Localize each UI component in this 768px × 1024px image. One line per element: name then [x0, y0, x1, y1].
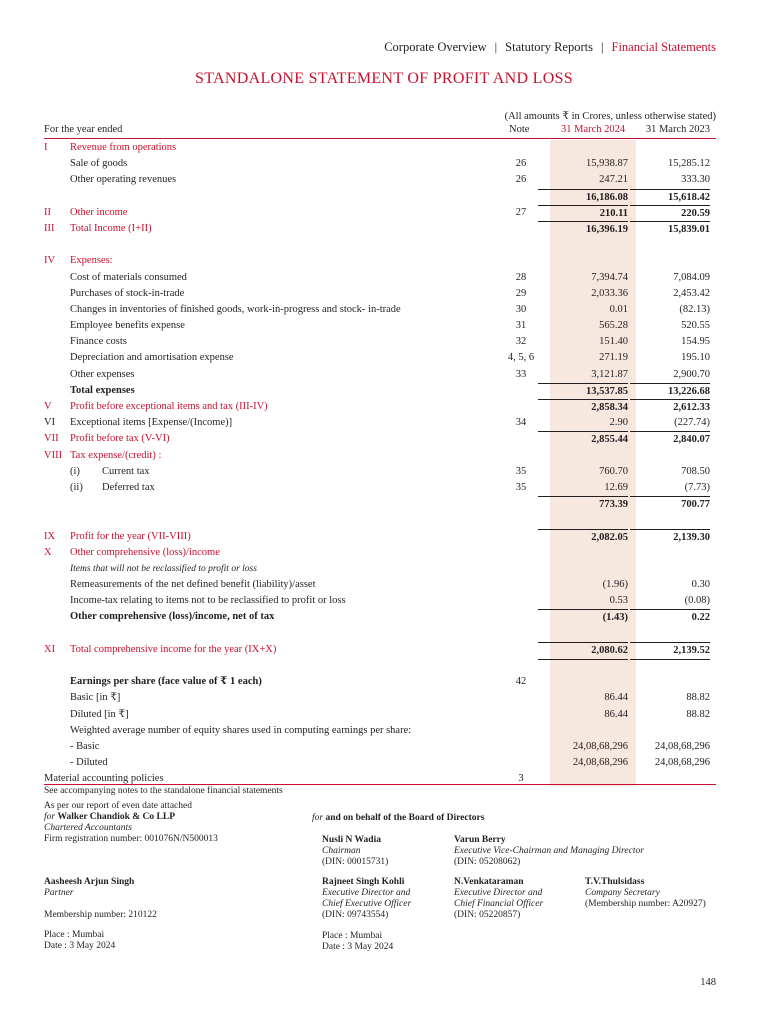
row-label: Employee benefits expense [70, 320, 185, 332]
row-label: Purchases of stock-in-trade [70, 287, 185, 299]
row-label: Deferred tax [102, 481, 155, 493]
signatory-2 [454, 835, 644, 868]
value-fy24: 0.53 [609, 595, 628, 607]
value-fy23: 88.82 [686, 708, 710, 720]
statement-table [44, 140, 716, 788]
row-label: Depreciation and amortisation expense [70, 352, 234, 364]
value-fy24: 271.19 [599, 352, 628, 364]
value-fy23: 13,226.68 [630, 383, 710, 400]
column-header-note: Note [509, 124, 530, 135]
auditor-firm-type: Chartered Accountants [44, 823, 132, 833]
signatory-name: N.Venkataraman [454, 877, 524, 887]
statement-row [44, 529, 716, 545]
auditor-for: for [44, 812, 56, 822]
value-fy24: 13,537.85 [538, 383, 628, 400]
value-fy23: 24,08,68,296 [654, 757, 710, 769]
statement-row [44, 561, 716, 577]
value-fy23: 708.50 [681, 465, 710, 477]
statement-row [44, 480, 716, 496]
value-fy23: 88.82 [686, 692, 710, 704]
page-number: 148 [700, 977, 716, 988]
statement-row [44, 302, 716, 318]
statement-row [44, 690, 716, 706]
value-fy23: 2,612.33 [630, 399, 710, 416]
row-label: Finance costs [70, 336, 127, 348]
row-number: III [44, 222, 55, 234]
auditor-place: Place : Mumbai [44, 930, 105, 940]
row-label: Other comprehensive (loss)/income, net of tax [70, 611, 275, 623]
value-fy24: 0.01 [609, 303, 628, 315]
row-label: Remeasurements of the net defined benefit (liability)/asset [70, 579, 316, 591]
row-label: Weighted average number of equity shares used in computing earnings per share: [70, 724, 412, 736]
row-label: Total comprehensive income for the year (IX+X) [70, 643, 277, 655]
row-note: 28 [515, 271, 527, 283]
value-fy24: 15,938.87 [586, 158, 628, 170]
row-label: Profit for the year (VII-VIII) [70, 530, 191, 542]
statement-row [44, 739, 716, 755]
row-label: Expenses: [70, 255, 113, 267]
statement-row [44, 367, 716, 383]
nav-separator: | [494, 40, 498, 54]
value-fy23: 15,285.12 [668, 158, 710, 170]
signatory-4 [454, 877, 543, 921]
statement-row [44, 156, 716, 172]
signatory-role: Executive Vice-Chairman and Managing Director [454, 846, 644, 856]
amounts-note: (All amounts ₹ in Crores, unless otherwise stated) [504, 111, 716, 122]
value-fy23: (82.13) [679, 303, 710, 315]
value-fy23: 700.77 [630, 496, 710, 513]
statement-row [44, 189, 716, 205]
statement-row [44, 286, 716, 302]
row-label: Other operating revenues [70, 174, 177, 186]
value-fy23: 7,084.09 [673, 271, 710, 283]
row-label: Earnings per share (face value of ₹ 1 each) [70, 676, 262, 688]
spacer-row [44, 658, 716, 674]
row-label: Profit before tax (V-VI) [70, 433, 170, 445]
row-number: I [44, 142, 48, 153]
statement-row [44, 448, 716, 464]
value-fy23: 195.10 [681, 352, 710, 364]
row-label: Total Income (I+II) [70, 222, 152, 234]
signatory-role: Chairman [322, 846, 361, 856]
statement-row [44, 545, 716, 561]
row-number: VII [44, 433, 59, 445]
row-note: 27 [515, 206, 527, 218]
statement-row [44, 350, 716, 366]
value-fy24: 2,082.05 [538, 529, 628, 546]
value-fy24: 2.90 [609, 417, 628, 429]
value-fy24: 773.39 [538, 496, 628, 513]
row-label: Changes in inventories of finished goods, work-in-progress and stock- in-trade [70, 303, 401, 315]
row-note: 26 [515, 174, 527, 186]
statement-row [44, 318, 716, 334]
board-for: for [312, 813, 324, 823]
statement-row [44, 496, 716, 512]
signatory-3 [322, 877, 411, 921]
row-note: 42 [515, 676, 527, 688]
statement-row [44, 270, 716, 286]
row-label: Sale of goods [70, 158, 128, 170]
row-label: Total expenses [70, 384, 135, 396]
row-number: IV [44, 255, 56, 267]
statement-row [44, 674, 716, 690]
value-fy24: 86.44 [604, 708, 628, 720]
spacer-row [44, 512, 716, 528]
row-number: VI [44, 417, 56, 429]
row-number: IX [44, 530, 56, 542]
value-fy24: 86.44 [604, 692, 628, 704]
value-fy24: 7,394.74 [591, 271, 628, 283]
signatory-role: Executive Director and [454, 888, 543, 898]
report-line: As per our report of even date attached [44, 801, 192, 811]
value-fy24: 16,396.19 [538, 221, 628, 238]
row-label: Current tax [102, 465, 150, 477]
value-fy24: 12.69 [604, 481, 628, 493]
row-note: 31 [515, 320, 527, 332]
row-note: 35 [515, 465, 527, 477]
row-label: Other income [70, 206, 128, 218]
row-number: II [44, 206, 51, 218]
spacer-row [44, 626, 716, 642]
row-note: 35 [515, 481, 527, 493]
signatory-role-2: Chief Financial Officer [454, 899, 544, 909]
nav-separator: | [600, 40, 604, 54]
board-place: Place : Mumbai [322, 931, 383, 941]
auditor-firm-line [44, 812, 218, 823]
row-sub-number: (i) [70, 465, 80, 477]
value-fy23: 220.59 [630, 205, 710, 222]
row-label: Items that will not be reclassified to profit or loss [70, 563, 257, 574]
see-notes-line: See accompanying notes to the standalone financial statements [44, 784, 716, 796]
row-label: - Basic [70, 740, 100, 752]
nav-corporate-overview[interactable]: Corporate Overview [384, 40, 487, 54]
row-label: Exceptional items [Expense/(Income)] [70, 417, 233, 429]
value-fy23: 24,08,68,296 [654, 740, 710, 752]
value-fy23: 0.22 [630, 609, 710, 626]
row-label: Other comprehensive (loss)/income [70, 546, 220, 558]
signatory-1 [322, 835, 388, 868]
row-note: 4, 5, 6 [507, 352, 535, 364]
value-fy24: 760.70 [599, 465, 628, 477]
row-label: Basic [in ₹] [70, 692, 121, 704]
row-number: XI [44, 643, 56, 655]
column-header [44, 124, 716, 139]
row-label: Income-tax relating to items not to be reclassified to profit or loss [70, 595, 346, 607]
statement-row [44, 383, 716, 399]
value-fy24: 2,033.36 [591, 287, 628, 299]
statement-row [44, 755, 716, 771]
value-fy23: 2,139.30 [630, 529, 710, 546]
statement-row [44, 140, 716, 156]
partner-membership: Membership number: 210122 [44, 910, 157, 920]
statement-row [44, 707, 716, 723]
row-sub-number: (ii) [70, 481, 83, 493]
value-fy24: 3,121.87 [591, 368, 628, 380]
signatory-din: (DIN: 05220857) [454, 910, 521, 920]
value-fy24: 24,08,68,296 [572, 757, 628, 769]
value-fy23: (0.08) [684, 595, 710, 607]
signatory-name: Rajneet Singh Kohli [322, 877, 405, 887]
value-fy23: 15,839.01 [630, 221, 710, 238]
signatory-din: (DIN: 09743554) [322, 910, 389, 920]
partner-name: Aasheesh Arjun Singh [44, 877, 135, 887]
row-note: 32 [515, 336, 527, 348]
signatory-role: Executive Director and [322, 888, 411, 898]
row-label: Material accounting policies [44, 773, 164, 785]
column-header-fy23: 31 March 2023 [645, 124, 710, 135]
statement-row [44, 464, 716, 480]
value-fy24: 565.28 [599, 320, 628, 332]
value-fy23: 333.30 [681, 174, 710, 186]
signatory-din: (Membership number: A20927) [585, 899, 706, 909]
nav-statutory-reports[interactable]: Statutory Reports [505, 40, 593, 54]
signatory-name: Varun Berry [454, 835, 506, 845]
value-fy23: 2,900.70 [673, 368, 710, 380]
value-fy23: (227.74) [674, 417, 710, 429]
statement-row [44, 431, 716, 447]
auditor-firm: Walker Chandiok & Co LLP [57, 812, 176, 822]
signatory-role: Company Secretary [585, 888, 660, 898]
statement-row [44, 577, 716, 593]
value-fy24: 24,08,68,296 [572, 740, 628, 752]
statement-row [44, 399, 716, 415]
board-heading-text: and on behalf of the Board of Directors [325, 813, 485, 823]
column-header-fy24: 31 March 2024 [561, 124, 626, 135]
statement-row [44, 609, 716, 625]
signatory-role-2: Chief Executive Officer [322, 899, 412, 909]
row-label: Revenue from operations [70, 142, 177, 153]
value-fy24: 151.40 [599, 336, 628, 348]
board-heading [312, 813, 484, 824]
statement-row [44, 415, 716, 431]
statement-row [44, 723, 716, 739]
statement-row [44, 253, 716, 269]
row-number: VIII [44, 449, 63, 461]
partner-role: Partner [44, 888, 74, 898]
value-fy24: 16,186.08 [538, 189, 628, 206]
row-number: X [44, 546, 52, 558]
auditor-date: Date : 3 May 2024 [44, 941, 116, 951]
value-fy23: 2,139.52 [630, 642, 710, 660]
row-label: Diluted [in ₹] [70, 708, 129, 720]
signatory-5 [585, 877, 706, 910]
value-fy23: 15,618.42 [630, 189, 710, 206]
auditor-reg-no: Firm registration number: 001076N/N500013 [44, 834, 218, 844]
row-note: 3 [518, 773, 524, 785]
row-note: 34 [515, 417, 527, 429]
statement-row [44, 221, 716, 237]
signatory-din: (DIN: 00015731) [322, 857, 389, 867]
signatory-din: (DIN: 05208062) [454, 857, 521, 867]
spacer-row [44, 237, 716, 253]
board-date: Date : 3 May 2024 [322, 942, 394, 952]
auditor-block [44, 801, 218, 845]
value-fy24: (1.43) [538, 609, 628, 626]
statement-row [44, 172, 716, 188]
row-note: 33 [515, 368, 527, 380]
statement-row [44, 334, 716, 350]
value-fy24: 2,858.34 [538, 399, 628, 416]
value-fy24: 2,855.44 [538, 431, 628, 448]
statement-row [44, 642, 716, 658]
row-label: Other expenses [70, 368, 135, 380]
value-fy23: 2,453.42 [673, 287, 710, 299]
value-fy24: (1.96) [602, 579, 628, 591]
row-label: Tax expense/(credit) : [70, 449, 162, 461]
row-note: 26 [515, 158, 527, 170]
statement-row [44, 593, 716, 609]
value-fy23: 154.95 [681, 336, 710, 348]
row-note: 29 [515, 287, 527, 299]
row-number: V [44, 401, 52, 412]
value-fy24: 210.11 [538, 205, 628, 222]
value-fy23: 520.55 [681, 320, 710, 332]
row-note: 30 [515, 303, 527, 315]
row-label: - Diluted [70, 757, 108, 769]
value-fy23: 2,840.07 [630, 431, 710, 448]
value-fy24: 2,080.62 [538, 642, 628, 660]
value-fy23: 0.30 [691, 579, 710, 591]
row-label: Profit before exceptional items and tax (III-IV) [70, 401, 268, 412]
column-header-label: For the year ended [44, 124, 123, 135]
row-label: Cost of materials consumed [70, 271, 187, 283]
signatory-name: T.V.Thulsidass [585, 877, 645, 887]
signatory-name: Nusli N Wadia [322, 835, 381, 845]
board-place-date [322, 931, 393, 953]
nav-financial-statements[interactable]: Financial Statements [611, 40, 716, 54]
page-title: STANDALONE STATEMENT OF PROFIT AND LOSS [195, 70, 573, 87]
partner-block [44, 877, 157, 952]
value-fy23: (7.73) [684, 481, 710, 493]
statement-row [44, 205, 716, 221]
header-nav [384, 40, 716, 55]
value-fy24: 247.21 [599, 174, 628, 186]
